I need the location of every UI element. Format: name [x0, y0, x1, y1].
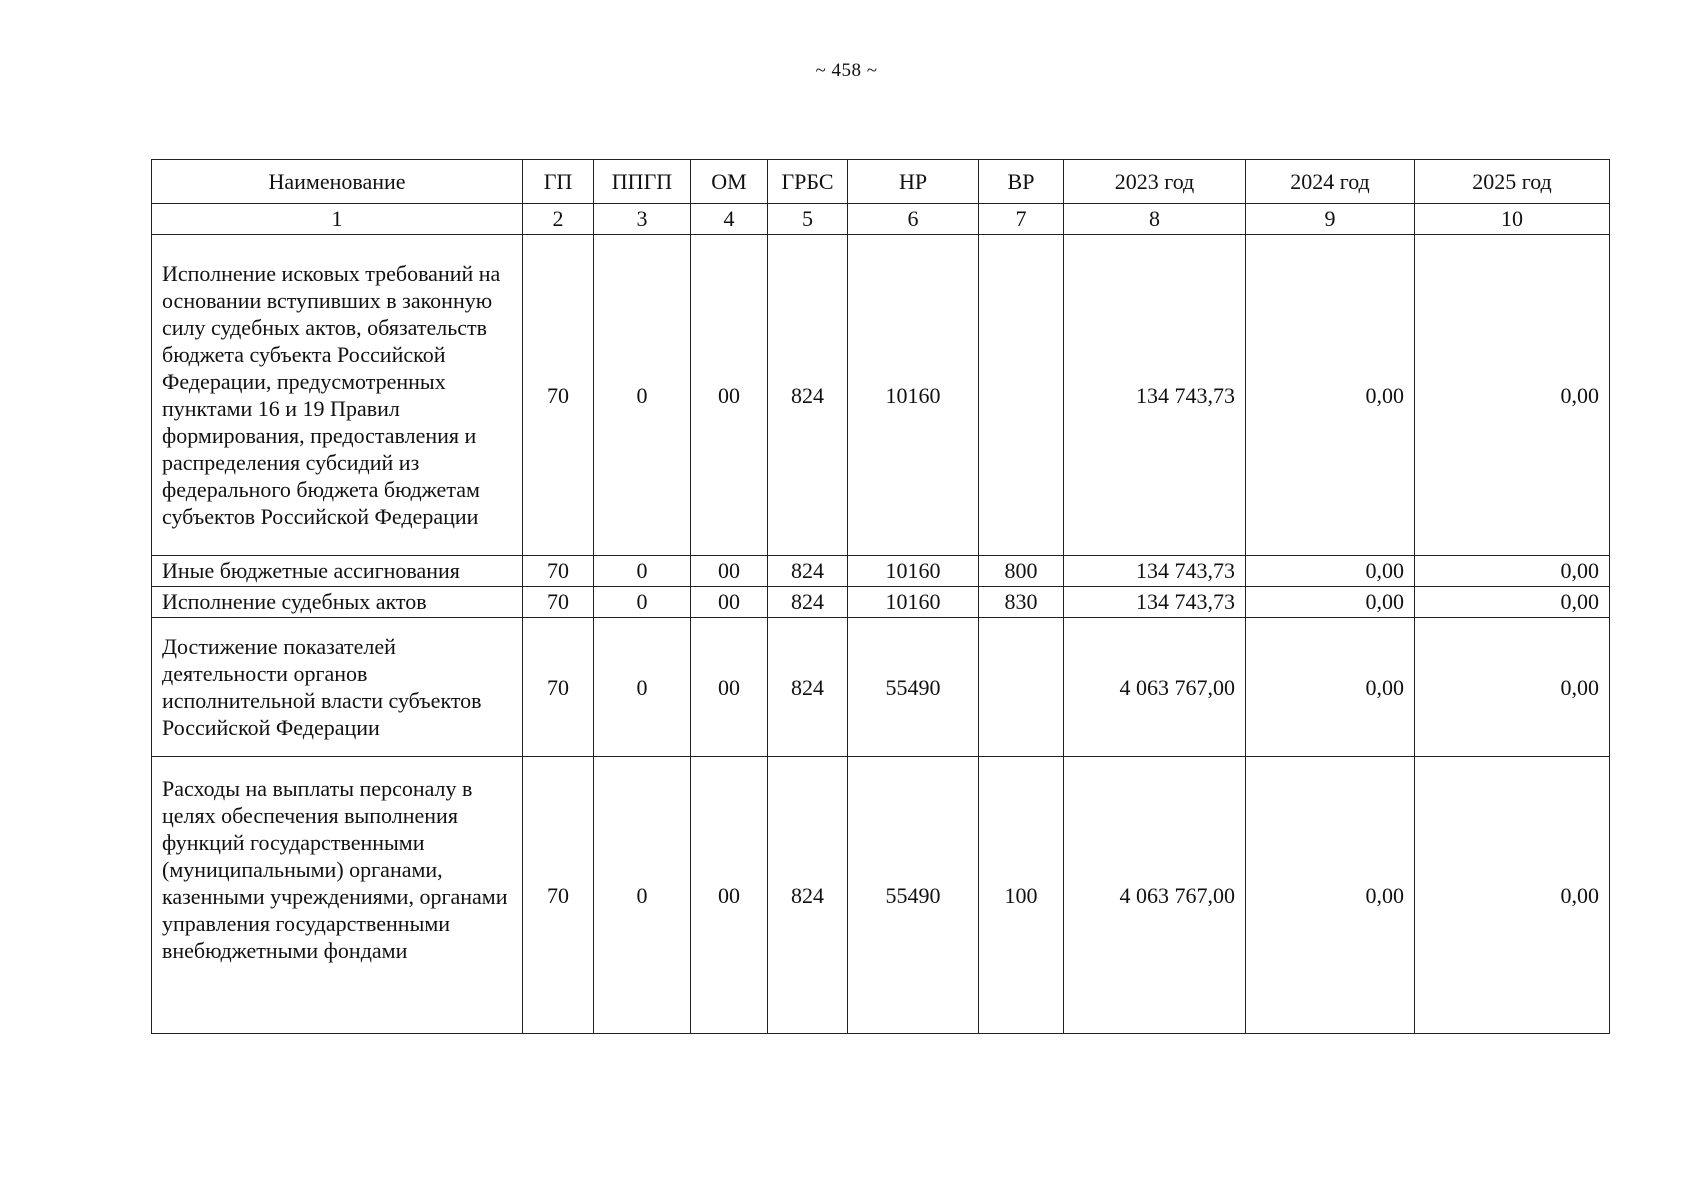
header-nr: НР — [848, 160, 979, 204]
column-number: 8 — [1064, 204, 1246, 235]
row-name: Расходы на выплаты персоналу в целях обеспечения выполнения функций государственными (муниципальными) органами, казенными учреждениями, органами управления государственными внебюджетными фондами — [152, 757, 523, 1034]
cell-om: 00 — [691, 235, 768, 556]
column-number: 1 — [152, 204, 523, 235]
cell-vr: 100 — [979, 757, 1064, 1034]
cell-grbs: 824 — [768, 618, 848, 757]
header-row — [152, 160, 1610, 204]
cell-grbs: 824 — [768, 757, 848, 1034]
header-grbs: ГРБС — [768, 160, 848, 204]
cell-vr: 830 — [979, 587, 1064, 618]
cell-2024: 0,00 — [1246, 618, 1415, 757]
cell-vr — [979, 618, 1064, 757]
cell-ppgp: 0 — [594, 587, 691, 618]
cell-gp: 70 — [523, 235, 594, 556]
cell-2023: 4 063 767,00 — [1064, 618, 1246, 757]
row-name: Иные бюджетные ассигнования — [152, 556, 523, 587]
cell-gp: 70 — [523, 587, 594, 618]
table-row — [152, 556, 1610, 587]
cell-nr: 10160 — [848, 235, 979, 556]
header-name: Наименование — [152, 160, 523, 204]
cell-2025: 0,00 — [1415, 556, 1610, 587]
column-number: 10 — [1415, 204, 1610, 235]
cell-grbs: 824 — [768, 556, 848, 587]
header-2025: 2025 год — [1415, 160, 1610, 204]
cell-nr: 55490 — [848, 757, 979, 1034]
cell-nr: 10160 — [848, 587, 979, 618]
header-2023: 2023 год — [1064, 160, 1246, 204]
cell-2024: 0,00 — [1246, 235, 1415, 556]
header-om: ОМ — [691, 160, 768, 204]
header-2024: 2024 год — [1246, 160, 1415, 204]
cell-om: 00 — [691, 556, 768, 587]
cell-grbs: 824 — [768, 587, 848, 618]
cell-2025: 0,00 — [1415, 587, 1610, 618]
cell-ppgp: 0 — [594, 618, 691, 757]
row-name: Исполнение судебных актов — [152, 587, 523, 618]
cell-gp: 70 — [523, 757, 594, 1034]
header-gp: ГП — [523, 160, 594, 204]
cell-2023: 134 743,73 — [1064, 587, 1246, 618]
cell-2023: 134 743,73 — [1064, 235, 1246, 556]
cell-ppgp: 0 — [594, 556, 691, 587]
cell-2023: 134 743,73 — [1064, 556, 1246, 587]
column-number: 6 — [848, 204, 979, 235]
cell-2023: 4 063 767,00 — [1064, 757, 1246, 1034]
cell-gp: 70 — [523, 618, 594, 757]
column-number: 3 — [594, 204, 691, 235]
cell-grbs: 824 — [768, 235, 848, 556]
cell-2025: 0,00 — [1415, 618, 1610, 757]
table-row — [152, 618, 1610, 757]
cell-2024: 0,00 — [1246, 757, 1415, 1034]
row-name: Исполнение исковых требований на основании вступивших в законную силу судебных актов, обязательств бюджета субъекта Российской Федерации, предусмотренных пунктами 16 и 19 Правил формирования, предоставления и распределения субсидий из федерального бюджета бюджетам субъектов Российской Федерации — [152, 235, 523, 556]
cell-nr: 55490 — [848, 618, 979, 757]
page-number: ~ 458 ~ — [815, 60, 878, 81]
cell-om: 00 — [691, 587, 768, 618]
cell-om: 00 — [691, 757, 768, 1034]
column-number-row — [152, 204, 1610, 235]
cell-ppgp: 0 — [594, 235, 691, 556]
cell-2025: 0,00 — [1415, 757, 1610, 1034]
cell-2024: 0,00 — [1246, 556, 1415, 587]
row-name: Достижение показателей деятельности органов исполнительной власти субъектов Российской Федерации — [152, 618, 523, 757]
cell-nr: 10160 — [848, 556, 979, 587]
cell-vr: 800 — [979, 556, 1064, 587]
cell-om: 00 — [691, 618, 768, 757]
column-number: 5 — [768, 204, 848, 235]
column-number: 2 — [523, 204, 594, 235]
table-row — [152, 235, 1610, 556]
table-row — [152, 587, 1610, 618]
header-ppgp: ППГП — [594, 160, 691, 204]
cell-vr — [979, 235, 1064, 556]
header-vr: ВР — [979, 160, 1064, 204]
budget-table — [151, 159, 1610, 1034]
column-number: 4 — [691, 204, 768, 235]
table-row — [152, 757, 1610, 1034]
cell-2024: 0,00 — [1246, 587, 1415, 618]
cell-gp: 70 — [523, 556, 594, 587]
column-number: 9 — [1246, 204, 1415, 235]
column-number: 7 — [979, 204, 1064, 235]
cell-2025: 0,00 — [1415, 235, 1610, 556]
cell-ppgp: 0 — [594, 757, 691, 1034]
